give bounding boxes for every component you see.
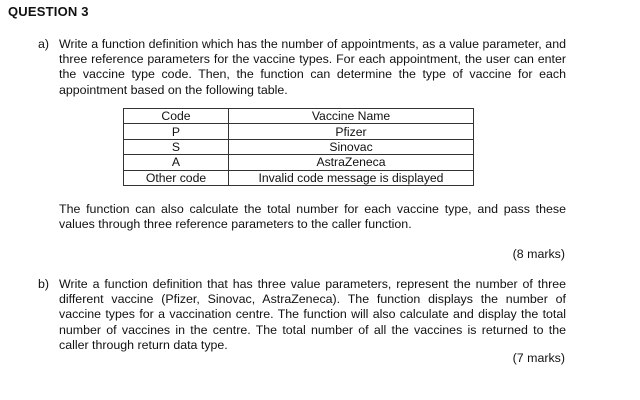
table-cell-code: S <box>124 139 229 154</box>
table-row <box>124 155 474 170</box>
table-cell-vaccine: Pfizer <box>229 124 474 139</box>
table-row <box>124 170 474 185</box>
table-cell-code: P <box>124 124 229 139</box>
table-cell-code: Other code <box>124 170 229 185</box>
part-b-marks: (7 marks) <box>512 351 565 365</box>
part-b-label: b) <box>38 277 50 291</box>
table-header-vaccine-name: Vaccine Name <box>229 109 474 124</box>
table-row <box>124 139 474 154</box>
part-b-text: Write a function definition that has three value parameters, represent the number of three different vaccine (Pfizer, Sinovac, AstraZeneca). The function displays the number of vaccine types for a vaccination centre. The function will also calculate and display the total number of vaccines in the centre. The total number of all the vaccines is returned to the caller through return data type. <box>59 277 566 352</box>
table-cell-vaccine: Sinovac <box>229 139 474 154</box>
part-a-text: Write a function definition which has the number of appointments, as a value parameter, and three reference parameters for the vaccine types. For each appointment, the user can enter the vaccine type code. Then, the function can determine the type of vaccine for each appointment based on the following table. <box>59 37 566 97</box>
part-a-label: a) <box>38 37 50 51</box>
part-a-marks: (8 marks) <box>512 247 565 261</box>
vaccine-code-table <box>123 108 474 186</box>
table-header-row <box>124 109 474 124</box>
table-header-code: Code <box>124 109 229 124</box>
table-cell-code: A <box>124 155 229 170</box>
part-a-followup: The function can also calculate the total number for each vaccine type, and pass these values through three reference parameters to the caller function. <box>59 202 566 232</box>
question-title: QUESTION 3 <box>8 4 89 19</box>
table-row <box>124 124 474 139</box>
table-cell-vaccine: Invalid code message is displayed <box>229 170 474 185</box>
table-cell-vaccine: AstraZeneca <box>229 155 474 170</box>
